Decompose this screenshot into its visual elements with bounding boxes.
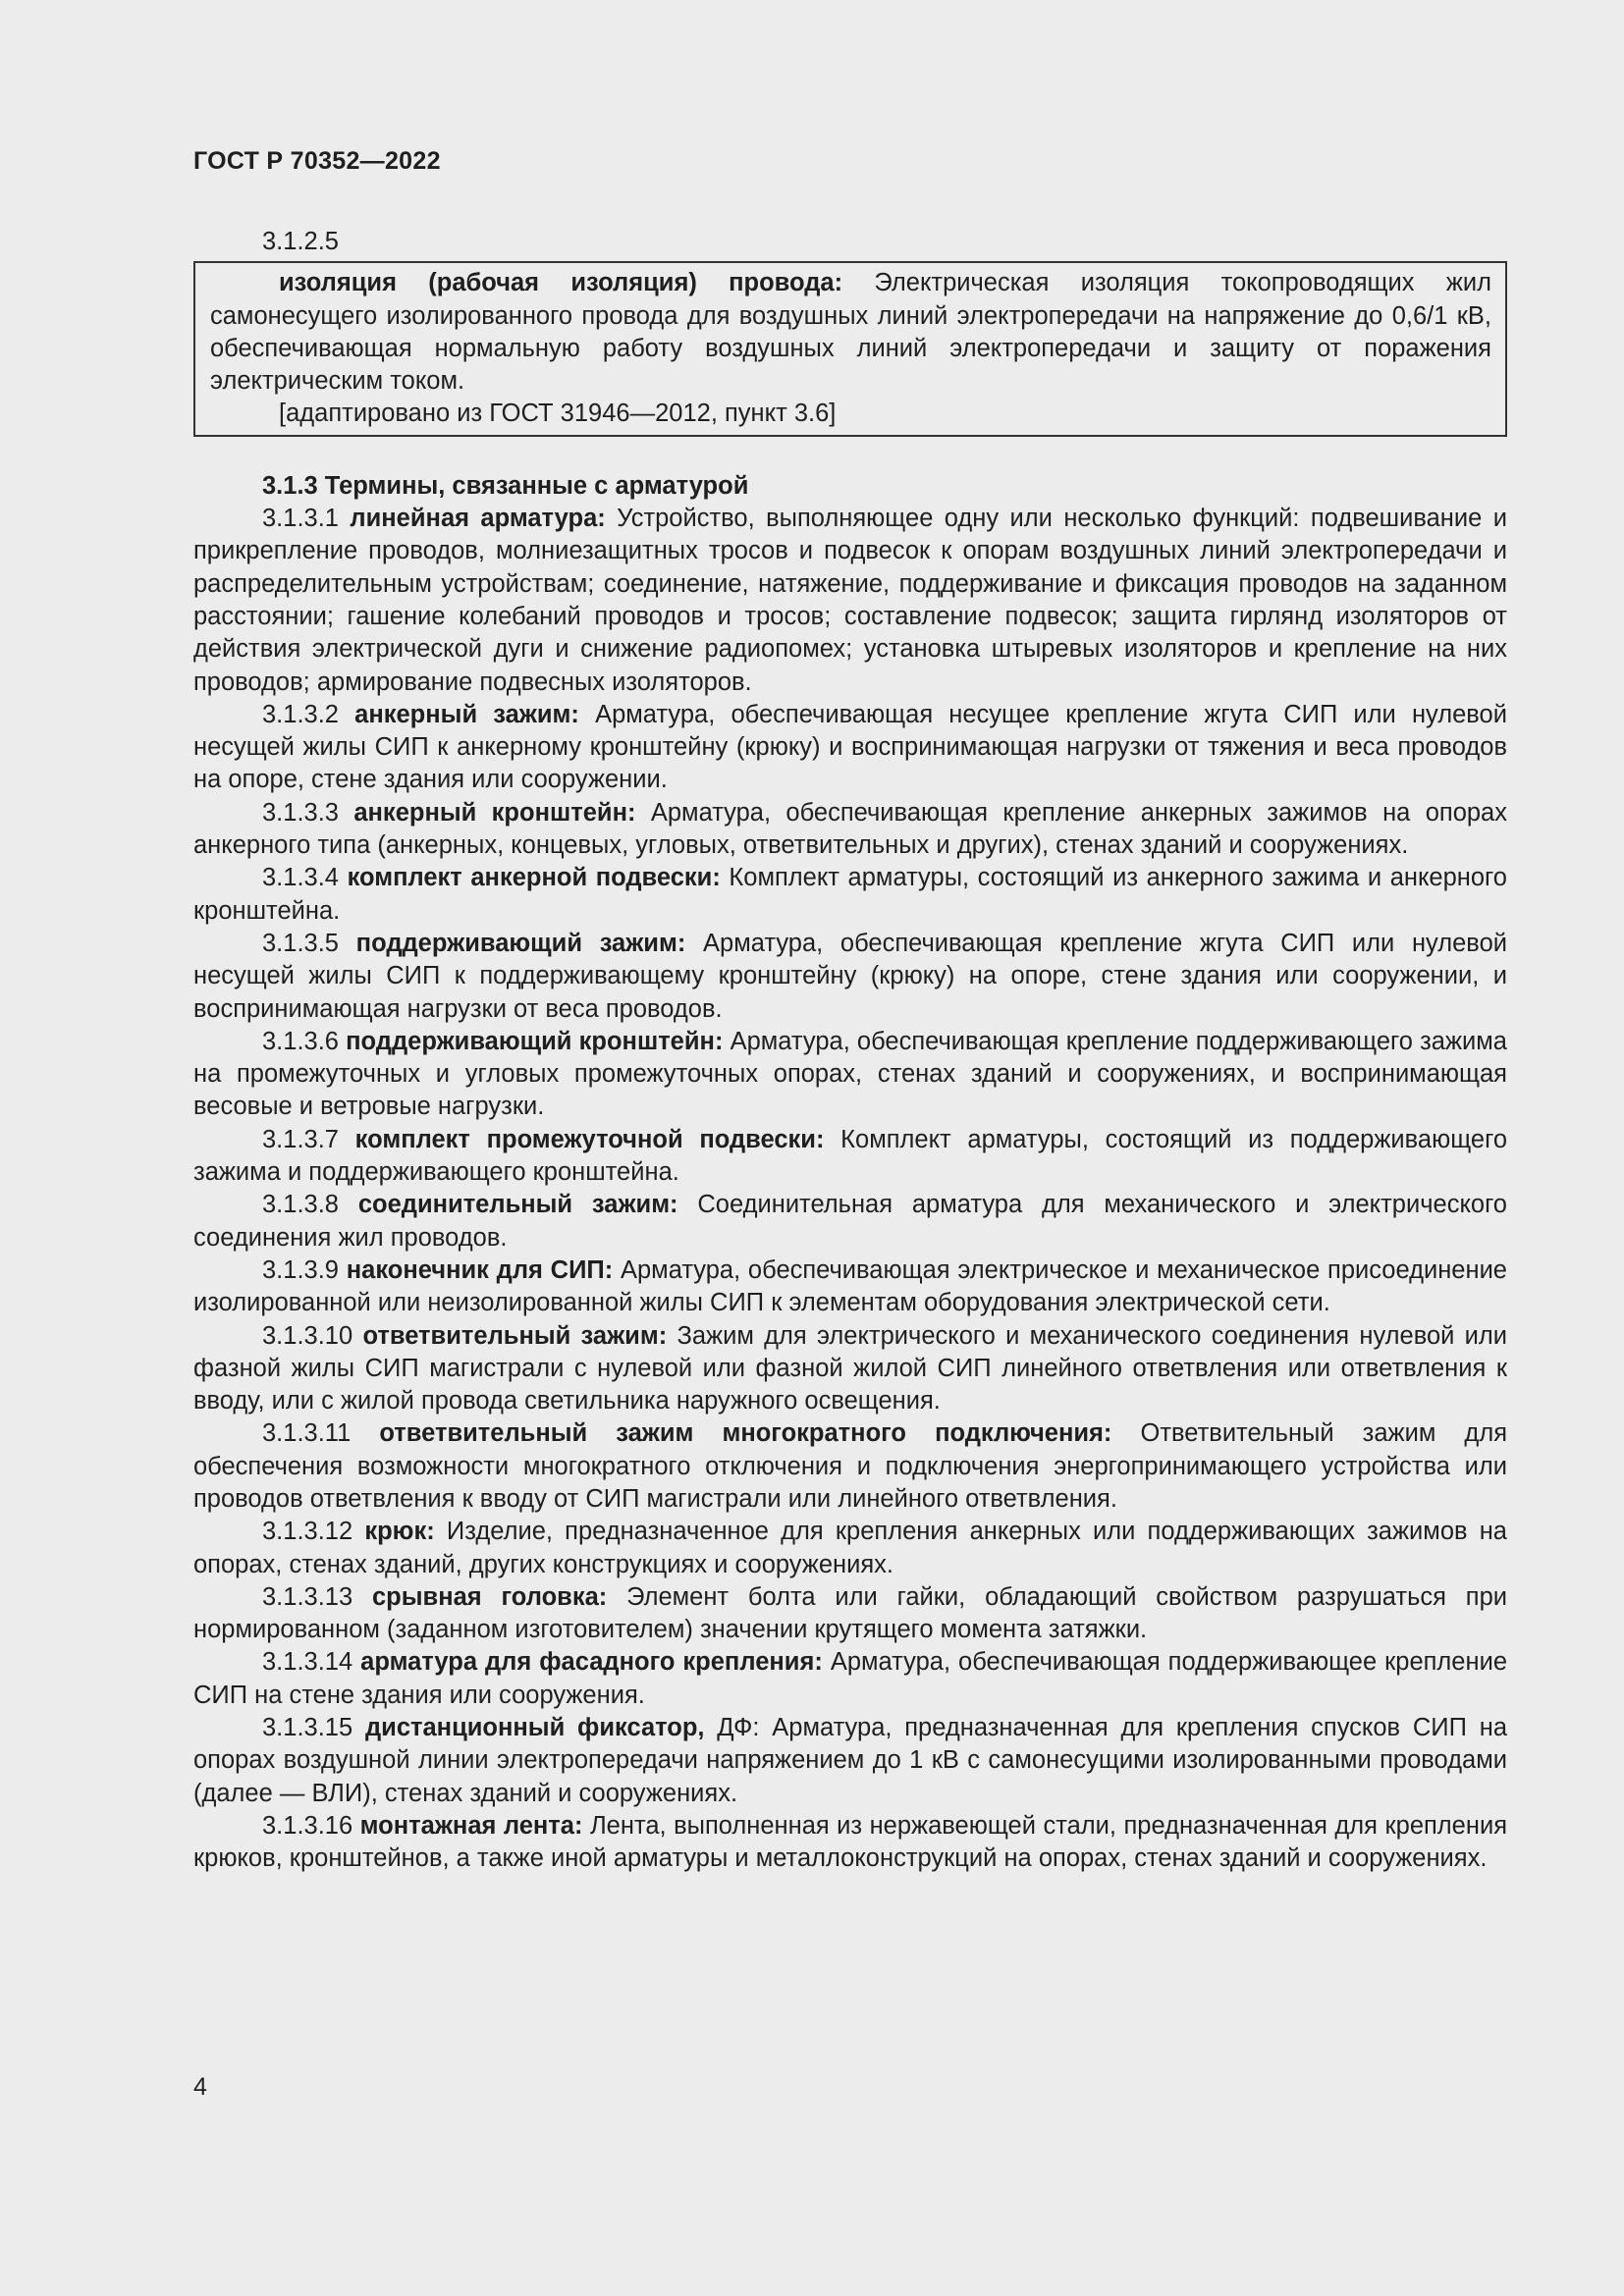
term-definition: Соединительная арматура для механического и электрического соединения жил проводов.	[193, 1191, 1507, 1252]
definition-box	[193, 261, 1507, 436]
term-number: 3.1.3.12	[262, 1518, 365, 1546]
term-entry	[193, 1124, 1507, 1190]
term-definition: Арматура, обеспечивающая электрическое и механическое присоединение изолированной или неизолированной жилы СИП к элементам оборудования электрической сети.	[193, 1255, 1507, 1317]
term-name: анкерный зажим:	[354, 700, 579, 728]
term-number: 3.1.3.1	[262, 505, 351, 533]
term-entry	[193, 1712, 1507, 1810]
term-name: арматура для фасадного крепления:	[360, 1648, 823, 1677]
term-definition: ДФ: Арматура, предназначенная для крепления спусков СИП на опорах воздушной линии электропередачи напряжением до 1 кВ с самонесущими изолированными проводами (далее — ВЛИ), стенах зданий и сооружениях.	[193, 1714, 1508, 1807]
term-name: ответвительный зажим многократного подключения:	[379, 1419, 1112, 1448]
term-entry	[193, 503, 1507, 699]
terms-list	[193, 503, 1507, 1875]
term-number: 3.1.3.11	[262, 1419, 380, 1448]
term-entry	[193, 928, 1507, 1026]
term-entry	[193, 1417, 1507, 1516]
clause-source: [адаптировано из ГОСТ 31946—2012, пункт 3.6]	[279, 400, 837, 428]
term-definition: Арматура, обеспечивающая несущее крепление жгута СИП или нулевой несущей жилы СИП к анкерному кронштейну (крюку) и воспринимающая нагрузки от тяжения и веса проводов на опоре, стене здания или сооружении.	[193, 700, 1507, 794]
term-name: анкерный кронштейн:	[353, 798, 636, 827]
page-number: 4	[193, 2073, 207, 2101]
term-number: 3.1.3.7	[262, 1125, 355, 1153]
term-definition: Лента, выполненная из нержавеющей стали, предназначенная для крепления крюков, кронштейнов, а также иной арматуры и металлоконструкций на опорах, стенах зданий и сооружениях.	[193, 1811, 1508, 1873]
term-entry	[193, 1581, 1507, 1647]
term-definition: Арматура, обеспечивающая крепление анкерных зажимов на опорах анкерного типа (анкерных, концевых, угловых, ответвительных и других), стенах зданий и сооружениях.	[193, 798, 1507, 860]
term-definition: Изделие, предназначенное для крепления анкерных или поддерживающих зажимов на опорах, стенах зданий, других конструкциях и сооружениях.	[193, 1518, 1507, 1578]
term-entry	[193, 1255, 1507, 1320]
term-name: наконечник для СИП:	[346, 1255, 614, 1284]
term-entry	[193, 797, 1507, 863]
term-number: 3.1.3.2	[262, 700, 355, 728]
term-number: 3.1.3.6	[262, 1027, 347, 1055]
term-number: 3.1.3.15	[262, 1714, 365, 1742]
clause-term: изоляция (рабочая изоляция) провода:	[279, 269, 843, 297]
term-definition: Ответвительный зажим для обеспечения возможности многократного отключения и подключения энергопринимающего устройства или проводов ответвления к вводу от СИП магистрали или линейного ответвления.	[193, 1419, 1508, 1513]
term-number: 3.1.3.13	[262, 1582, 372, 1611]
term-name: линейная арматура:	[350, 505, 606, 533]
term-name: крюк:	[364, 1518, 435, 1546]
term-number: 3.1.3.10	[262, 1321, 363, 1350]
term-definition: Арматура, обеспечивающая поддерживающее крепление СИП на стене здания или сооружения.	[193, 1648, 1508, 1709]
term-entry	[193, 1189, 1507, 1255]
section-title: 3.1.3 Термины, связанные с арматурой	[262, 471, 749, 500]
page-content	[193, 226, 1507, 1876]
term-name: комплект промежуточной подвески:	[354, 1125, 825, 1153]
term-entry	[193, 1646, 1507, 1712]
term-name: монтажная лента:	[359, 1811, 583, 1840]
clause-text: Электрическая изоляция токопроводящих жил самонесущего изолированного провода для воздушных линий электропередачи на напряжение до 0,6/1 кВ, обеспечивающая нормальную работу воздушных линий электропередачи и защиту от поражения электрическим током.	[210, 269, 1491, 396]
term-definition: Комплект арматуры, состоящий из анкерного зажима и анкерного кронштейна.	[193, 864, 1507, 925]
term-number: 3.1.3.3	[262, 798, 354, 827]
term-definition: Арматура, обеспечивающая крепление поддерживающего зажима на промежуточных и угловых промежуточных опорах, стенах зданий и сооружениях, и воспринимающая весовые и ветровые нагрузки.	[193, 1027, 1507, 1121]
term-entry	[193, 862, 1507, 928]
term-number: 3.1.3.14	[262, 1648, 361, 1677]
clause-definition	[210, 267, 1491, 398]
term-name: соединительный зажим:	[357, 1191, 678, 1219]
term-entry	[193, 1026, 1507, 1124]
term-name: комплект анкерной подвески:	[347, 864, 721, 892]
term-definition: Комплект арматуры, состоящий из поддерживающего зажима и поддерживающего кронштейна.	[193, 1125, 1507, 1187]
term-name: поддерживающий зажим:	[355, 929, 686, 957]
term-entry	[193, 699, 1507, 797]
term-entry	[193, 1320, 1507, 1418]
term-number: 3.1.3.4	[262, 864, 348, 892]
term-number: 3.1.3.5	[262, 929, 356, 957]
term-entry	[193, 1516, 1507, 1581]
term-name: поддерживающий кронштейн:	[346, 1027, 724, 1055]
term-definition: Элемент болта или гайки, обладающий свойством разрушаться при нормированном (заданном изготовителем) значении крутящего момента затяжки.	[193, 1582, 1507, 1644]
term-number: 3.1.3.16	[262, 1811, 360, 1840]
term-name: дистанционный фиксатор,	[364, 1714, 705, 1742]
term-definition: Устройство, выполняющее одну или несколько функций: подвешивание и прикрепление проводов, молниезащитных тросов и подвесок к опорам воздушных линий электропередачи и распределительным устройствам; соединение, натяжение, поддерживание и фиксация проводов на заданном расстоянии; гашение колебаний проводов и тросов; составление подвесок; защита гирлянд изоляторов от действия электрической дуги и снижение радиопомех; установка штыревых изоляторов и крепление на них проводов; армирование подвесных изоляторов.	[193, 505, 1507, 696]
term-name: срывная головка:	[371, 1582, 608, 1611]
clause-number: 3.1.2.5	[262, 228, 339, 255]
term-definition: Зажим для электрического и механического соединения нулевой или фазной жилы СИП магистрали с нулевой или фазной жилой СИП линейного ответвления или ответвления к вводу, или с жилой провода светильника наружного освещения.	[193, 1321, 1508, 1415]
document-header: ГОСТ Р 70352—2022	[193, 147, 441, 175]
term-number: 3.1.3.8	[262, 1191, 358, 1219]
term-number: 3.1.3.9	[262, 1255, 347, 1284]
term-definition: Арматура, обеспечивающая крепление жгута СИП или нулевой несущей жилы СИП к поддерживающему кронштейну (крюку) на опоре, стене здания или сооружении, и воспринимающая нагрузки от веса проводов.	[193, 929, 1507, 1023]
term-name: ответвительный зажим:	[362, 1321, 668, 1350]
term-entry	[193, 1810, 1507, 1876]
